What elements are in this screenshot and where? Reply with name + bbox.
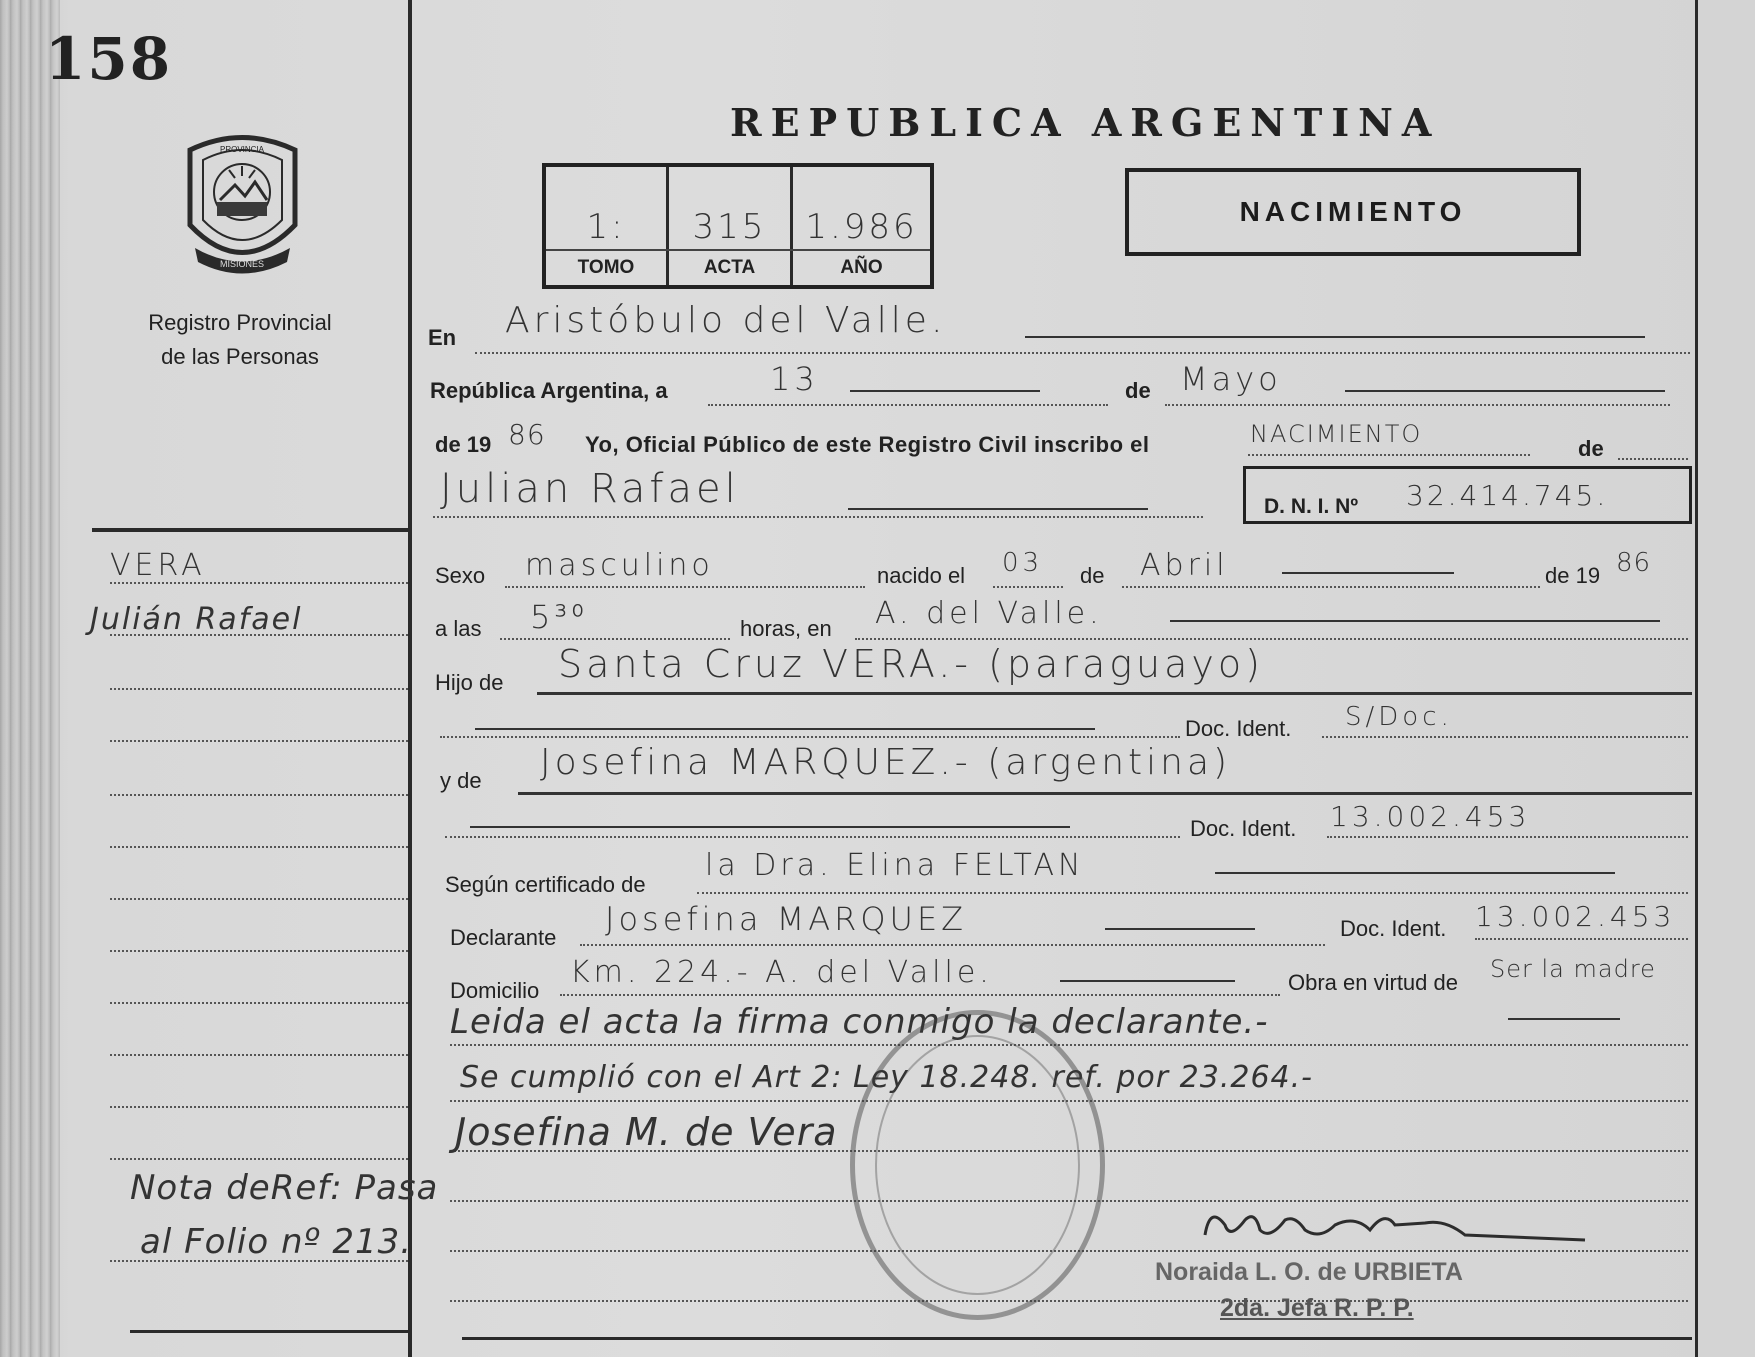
domicilio-label: Domicilio [450, 978, 540, 1003]
de-label-3: de [1080, 563, 1105, 588]
observation-line [450, 1300, 1688, 1302]
sidebar-note-line1: Nota deRef: Pasa [130, 1168, 439, 1208]
acta-label: ACTA [703, 257, 756, 278]
father-doc-line [1322, 736, 1688, 738]
father-value: Santa Cruz VERA.- (paraguayo) [558, 642, 1264, 686]
mother-value: Josefina MARQUEZ.- (argentina) [540, 742, 1232, 783]
declarante-label: Declarante [450, 925, 557, 950]
seal-text-top: PROVINCIA [219, 145, 265, 154]
child-name-value: Julian Rafael [440, 466, 740, 512]
year-prefix-label: de 19 [435, 432, 492, 457]
sexo-line [505, 586, 865, 588]
dni-value: 32.414.745. [1406, 479, 1609, 512]
day-filler-dash [850, 390, 1040, 392]
declarante-value: Josefina MARQUEZ [605, 900, 968, 938]
right-margin-line [1695, 0, 1698, 1357]
sidebar-line [110, 950, 408, 952]
mother-line [518, 792, 1692, 795]
place-filler-dash [1025, 336, 1645, 338]
official-title: 2da. Jefa R. P. P. [1220, 1294, 1414, 1322]
office-name-line2: de las Personas [161, 344, 319, 369]
sidebar-line [110, 1002, 408, 1004]
sidebar-line [110, 1158, 408, 1160]
column-divider [408, 0, 412, 1357]
tomo-label: TOMO [577, 257, 635, 278]
horas-label: horas, en [740, 616, 832, 641]
birth-place-filler-dash [1170, 620, 1660, 622]
observation-line2: Se cumplió con el Art 2: Ley 18.248. ref. por 23.264.- [460, 1060, 1313, 1095]
domicilio-value: Km. 224.- A. del Valle. [570, 955, 993, 990]
birth-year-suffix: 86 [1616, 548, 1652, 578]
sidebar-surname: VERA [110, 548, 206, 583]
anio-label: AÑO [840, 257, 883, 278]
country-title: REPUBLICA ARGENTINA [730, 100, 1441, 145]
father-doc-label: Doc. Ident. [1185, 716, 1292, 741]
birth-hour-value: 5³⁰ [530, 598, 589, 636]
day-value: 13 [770, 360, 819, 398]
register-box-underline [546, 249, 930, 251]
register-box [542, 163, 934, 289]
declarante-doc-line [1475, 938, 1688, 940]
place-value: Aristóbulo del Valle. [505, 300, 947, 341]
birth-month-value: Abril [1140, 548, 1229, 583]
year-suffix-value: 86 [508, 418, 546, 451]
father-doc-filler-dash [475, 728, 1095, 730]
birth-place-line [855, 638, 1688, 640]
month-value: Mayo [1180, 360, 1282, 398]
event-value: NACIMIENTO [1250, 420, 1423, 448]
certificate-line [697, 892, 1688, 894]
father-line [537, 692, 1692, 695]
place-line [475, 352, 1690, 354]
sidebar-line [110, 846, 408, 848]
sidebar-note-line2: al Folio nº 213. [140, 1222, 413, 1262]
mother-doc-value: 13.002.453 [1330, 800, 1531, 833]
day-line [708, 404, 1108, 406]
bottom-rule [462, 1337, 1692, 1340]
en-label: En [428, 325, 457, 350]
month-filler-dash [1345, 390, 1665, 392]
domicilio-line [560, 994, 1280, 996]
declarante-doc-value: 13.002.453 [1475, 900, 1676, 933]
folio-number: 158 [45, 25, 173, 93]
certificate-value: la Dra. Elina FELTAN [705, 848, 1085, 883]
official-signature-icon [1195, 1195, 1595, 1265]
republica-label: República Argentina, a [430, 378, 668, 403]
event-line [1248, 454, 1530, 456]
birth-day-value: 03 [1002, 548, 1044, 578]
hour-line [500, 638, 730, 640]
father-doc-value: S/Doc. [1345, 702, 1453, 732]
declarante-filler-dash [1105, 928, 1255, 930]
sidebar-line [110, 794, 408, 796]
mother-doc-filler-dash [470, 826, 1070, 828]
sidebar-line [110, 898, 408, 900]
birth-day-line [993, 586, 1063, 588]
sidebar-bottom-rule [130, 1330, 408, 1333]
anio-value: 1.986 [805, 207, 918, 247]
seal-text-bottom: MISIONES [219, 259, 265, 269]
event-line-tail [1618, 458, 1688, 460]
obra-label: Obra en virtud de [1288, 970, 1458, 995]
father-doc-lead-line [440, 736, 1180, 738]
tomo-value: 1: [586, 207, 626, 247]
nacido-label: nacido el [877, 563, 966, 588]
birth-month-line [1122, 586, 1540, 588]
birth-year-label: de 19 [1545, 563, 1601, 588]
province-seal-icon [175, 130, 310, 280]
dni-label: D. N. I. Nº [1264, 495, 1359, 518]
sidebar-line [110, 688, 408, 690]
acta-value: 315 [692, 207, 767, 247]
oficial-text: Yo, Oficial Público de este Registro Civil inscribo el [585, 432, 1150, 457]
official-name: Noraida L. O. de URBIETA [1155, 1258, 1463, 1286]
sexo-label: Sexo [435, 563, 486, 588]
child-name-filler-dash [848, 508, 1148, 510]
observation-filler-dash [1508, 1018, 1620, 1020]
month-line [1165, 404, 1670, 406]
mother-doc-lead-line [445, 836, 1180, 838]
dni-box [1243, 466, 1692, 524]
sidebar-line [110, 740, 408, 742]
birth-month-filler-dash [1282, 572, 1454, 574]
domicilio-filler-dash [1060, 980, 1235, 982]
sidebar-line [110, 1054, 408, 1056]
declarant-signature: Josefina M. de Vera [455, 1110, 838, 1154]
hijo-label: Hijo de [435, 670, 504, 695]
observation-line1: Leida el acta la firma conmigo la declarante.- [450, 1002, 1269, 1042]
observation-line [450, 1044, 1688, 1046]
sexo-value: masculino [525, 548, 714, 583]
y-de-label: y de [440, 768, 482, 793]
office-name-line1: Registro Provincial [148, 310, 332, 335]
de-label: de [1125, 378, 1151, 403]
record-type-box: NACIMIENTO [1125, 168, 1581, 256]
de-label-2: de [1578, 436, 1604, 461]
book-binding [0, 0, 60, 1357]
sidebar-line [110, 1106, 408, 1108]
sidebar-top-rule [92, 528, 408, 532]
sidebar-given-names: Julián Rafael [90, 602, 303, 637]
registry-stamp-icon [850, 1010, 1105, 1320]
mother-doc-label: Doc. Ident. [1190, 816, 1297, 841]
certificate-filler-dash [1215, 872, 1615, 874]
declarante-line [580, 944, 1325, 946]
a-las-label: a las [435, 616, 482, 641]
mother-doc-line [1327, 836, 1688, 838]
child-name-line [433, 516, 1203, 518]
declarante-doc-label: Doc. Ident. [1340, 916, 1447, 941]
birth-place-value: A. del Valle. [875, 596, 1103, 631]
obra-value: Ser la madre [1490, 955, 1656, 983]
segun-label: Según certificado de [445, 872, 646, 897]
